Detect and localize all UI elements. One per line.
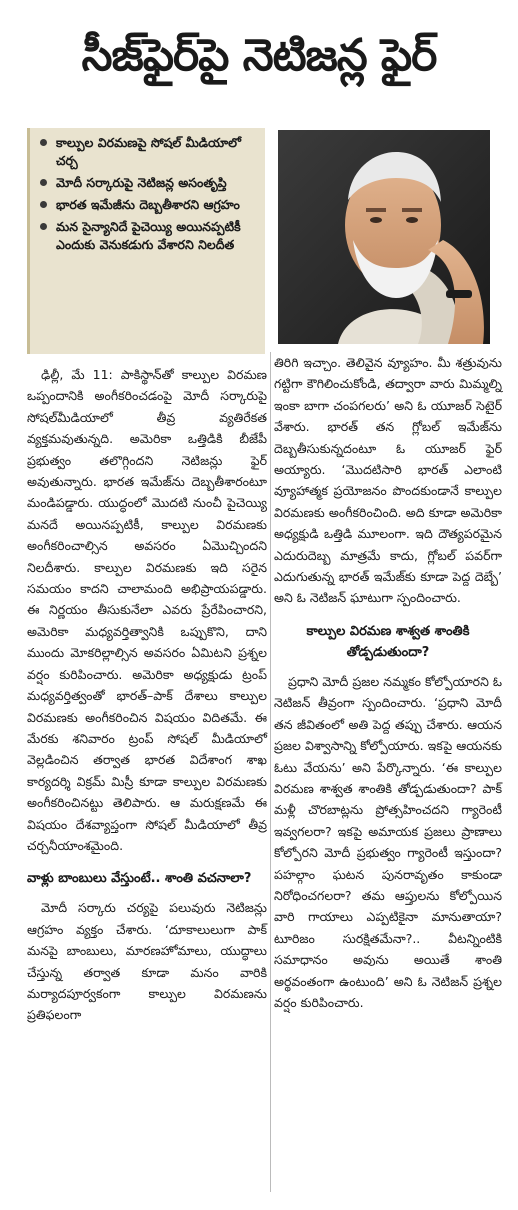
column-divider — [270, 352, 271, 1192]
article-paragraph: ప్రధాని మోదీ ప్రజల నమ్మకం కోల్పోయారని ఓ నెటిజన్ తీవ్రంగా స్పందించారు. ‘ప్రధాని మోదీ తన జీవితంలో అతి పెద్ద తప్పు చేశారు. ఆయన ప్రజల విశ్వాసాన్ని కోల్పోయారు. ఇకపై ఆయనకు ఓటు వేయను’ అని పేర్కొన్నారు. ‘ఈ కాల్పుల విరమణ శాశ్వత శాంతికి తోడ్పడుతుందా? పాక్ మళ్లీ చొరబాట్లను ప్రోత్సహించదని గ్యారెంటీ ఇవ్వగలరా? ఇకపై అమాయక ప్రజలు ప్రాణాలు కోల్పోరని మోదీ ప్రభుత్వం గ్యారెంటీ ఇస్తుందా? పహల్గాం ఘటన పునరావృతం కాకుండా నిరోధించగలరా? తమ ఆప్తులను కోల్పోయిన వారి గాయాలు ఎప్పటికైనా మానుతాయా? టూరిజం సురక్షితమేనా?.. వీటన్నింటికి సమాధానం అవును అయితే శాంతి అర్థవంతంగా ఉంటుంది’ అని ఓ నెటిజన్ ప్రశ్నల వర్షం కురిపించారు. — [274, 673, 502, 1010]
portrait-illustration — [278, 130, 490, 344]
highlight-text: కాల్పుల విరమణపై సోషల్ మీడియాలో చర్చ — [56, 135, 242, 168]
article-paragraph: ఢిల్లీ, మే 11: పాకిస్థాన్‌తో కాల్పుల విరమణ ఒప్పందానికి అంగీకరించడంపై మోదీ సర్కారుపై సోషల్‌మీడియాలో తీవ్ర వ్యతిరేకత వ్యక్తమవుతున్నది. అమెరికా ఒత్తిడికి బీజేపీ ప్రభుత్వం తలొగ్గిందని నెటిజన్లు ఫైర్ అవుతున్నారు. భారత ఇమేజ్‌ను దెబ్బతీశారంటూ మండిపడ్డారు. యుద్ధంలో మొదటి నుంచీ పైచెయ్యి మనదే అయినప్పటికీ, కాల్పుల విరమణకు అంగీకరించాల్సిన అవసరం ఏమొచ్చిందని నిలదీశారు. కాల్పుల విరమణకు ఇది సరైన సమయం కాదని చాలామంది అభిప్రాయపడ్డారు. ఈ నిర్ణయం తీసుకునేలా ఎవరు ప్రేరేపించారని, అమెరికా మధ్యవర్తిత్వానికి ఒప్పుకొని, దాని ముందు మోకరిల్లాల్సిన అవసరం ఏమిటని ప్రశ్నల వర్షం కురిపించారు. అమెరికా అధ్యక్షుడు ట్రంప్ మధ్యవర్తిత్వంతో భారత్–పాక్ దేశాలు కాల్పుల విరమణకు అంగీకరించిన విషయం విదితమే. ఈ మేరకు శనివారం ట్రంప్ సోషల్ మీడియాలో వెల్లడించిన తర్వాత భారత విదేశాంగ శాఖ కార్యదర్శి విక్రమ్ మిస్రీ కూడా కాల్పుల విరమణకు అంగీకరించినట్టు తెలిపారు. ఆ మరుక్షణమే ఈ విషయం దేశవ్యాప్తంగా సోషల్ మీడియాలో తీవ్ర చర్చనీయాంశమైంది. — [27, 367, 267, 853]
highlights-box — [27, 128, 265, 354]
portrait-photo — [278, 130, 490, 344]
highlight-item — [36, 134, 261, 170]
left-column — [27, 364, 267, 1026]
highlights-list — [36, 134, 261, 254]
bullet-icon — [40, 179, 47, 186]
bullet-icon — [40, 223, 47, 230]
highlight-item — [36, 174, 261, 192]
article-paragraph: మోదీ సర్కారు చర్యపై పలువురు నెటిజన్లు ఆగ్రహం వ్యక్తం చేశారు. ‘దూకాలులుగా పాక్ మనపై బాంబులు, మారణహోమాలు, యుద్ధాలు చేస్తున్న తర్వాత కూడా మనం వారికి మర్యాదపూర్వకంగా కాల్పుల విరమణను ప్రతిఫలంగా — [27, 900, 267, 1023]
highlight-text: భారత ఇమేజీను దెబ్బతీశారని ఆగ్రహం — [56, 197, 240, 212]
subheading: వాళ్లు బాంబులు వేస్తుంటే.. శాంతి వచనాలా? — [27, 871, 252, 887]
article-paragraph: తిరిగి ఇచ్చాం. తెలివైన వ్యూహం. మీ శత్రువును గట్టిగా కౌగిలించుకోండి, తద్వారా వారు మిమ్మల్ని ఇంకా బాగా చంపగలరు’ అని ఓ యూజర్ సెటైర్ వేశారు. భారత్ తన గ్లోబల్ ఇమేజ్‌ను దెబ్బతీసుకున్నదంటూ ఓ యూజర్ ఫైర్ అయ్యారు. ‘మొదటిసారి భారత్ ఎలాంటి వ్యూహాత్మక ప్రయోజనం పొందకుండానే కాల్పుల విరమణకు అంగీకరించింది. అది కూడా అమెరికా అధ్యక్షుడి ఒత్తిడి మూలంగా. ఇది దౌత్యపరమైన ఎదురుదెబ్బ మాత్రమే కాదు, గ్లోబల్ పవర్‌గా ఎదుగుతున్న భారత్ ఇమేజ్‌కు కూడా పెద్ద దెబ్బే’ అని ఓ నెటిజన్ ఘాటుగా స్పందించారు. — [274, 355, 502, 606]
bullet-icon — [40, 201, 47, 208]
right-column — [274, 352, 502, 1013]
subheading: కాల్పుల విరమణ శాశ్వత శాంతికి తోడ్పడుతుందా? — [306, 623, 470, 660]
highlight-item — [36, 196, 261, 214]
highlight-text: మన సైన్యానిదే పైచెయ్యి అయినప్పటికీ ఎందుకు వెనుకడుగు వేశారని నిలదీత — [56, 219, 241, 252]
bullet-icon — [40, 139, 47, 146]
highlight-item — [36, 218, 261, 254]
highlight-text: మోదీ సర్కారుపై నెటిజన్ల అసంతృప్తి — [56, 175, 227, 190]
headline: సీజ్‌ఫైర్‌పై నెటిజన్ల ఫైర్ — [81, 30, 437, 81]
